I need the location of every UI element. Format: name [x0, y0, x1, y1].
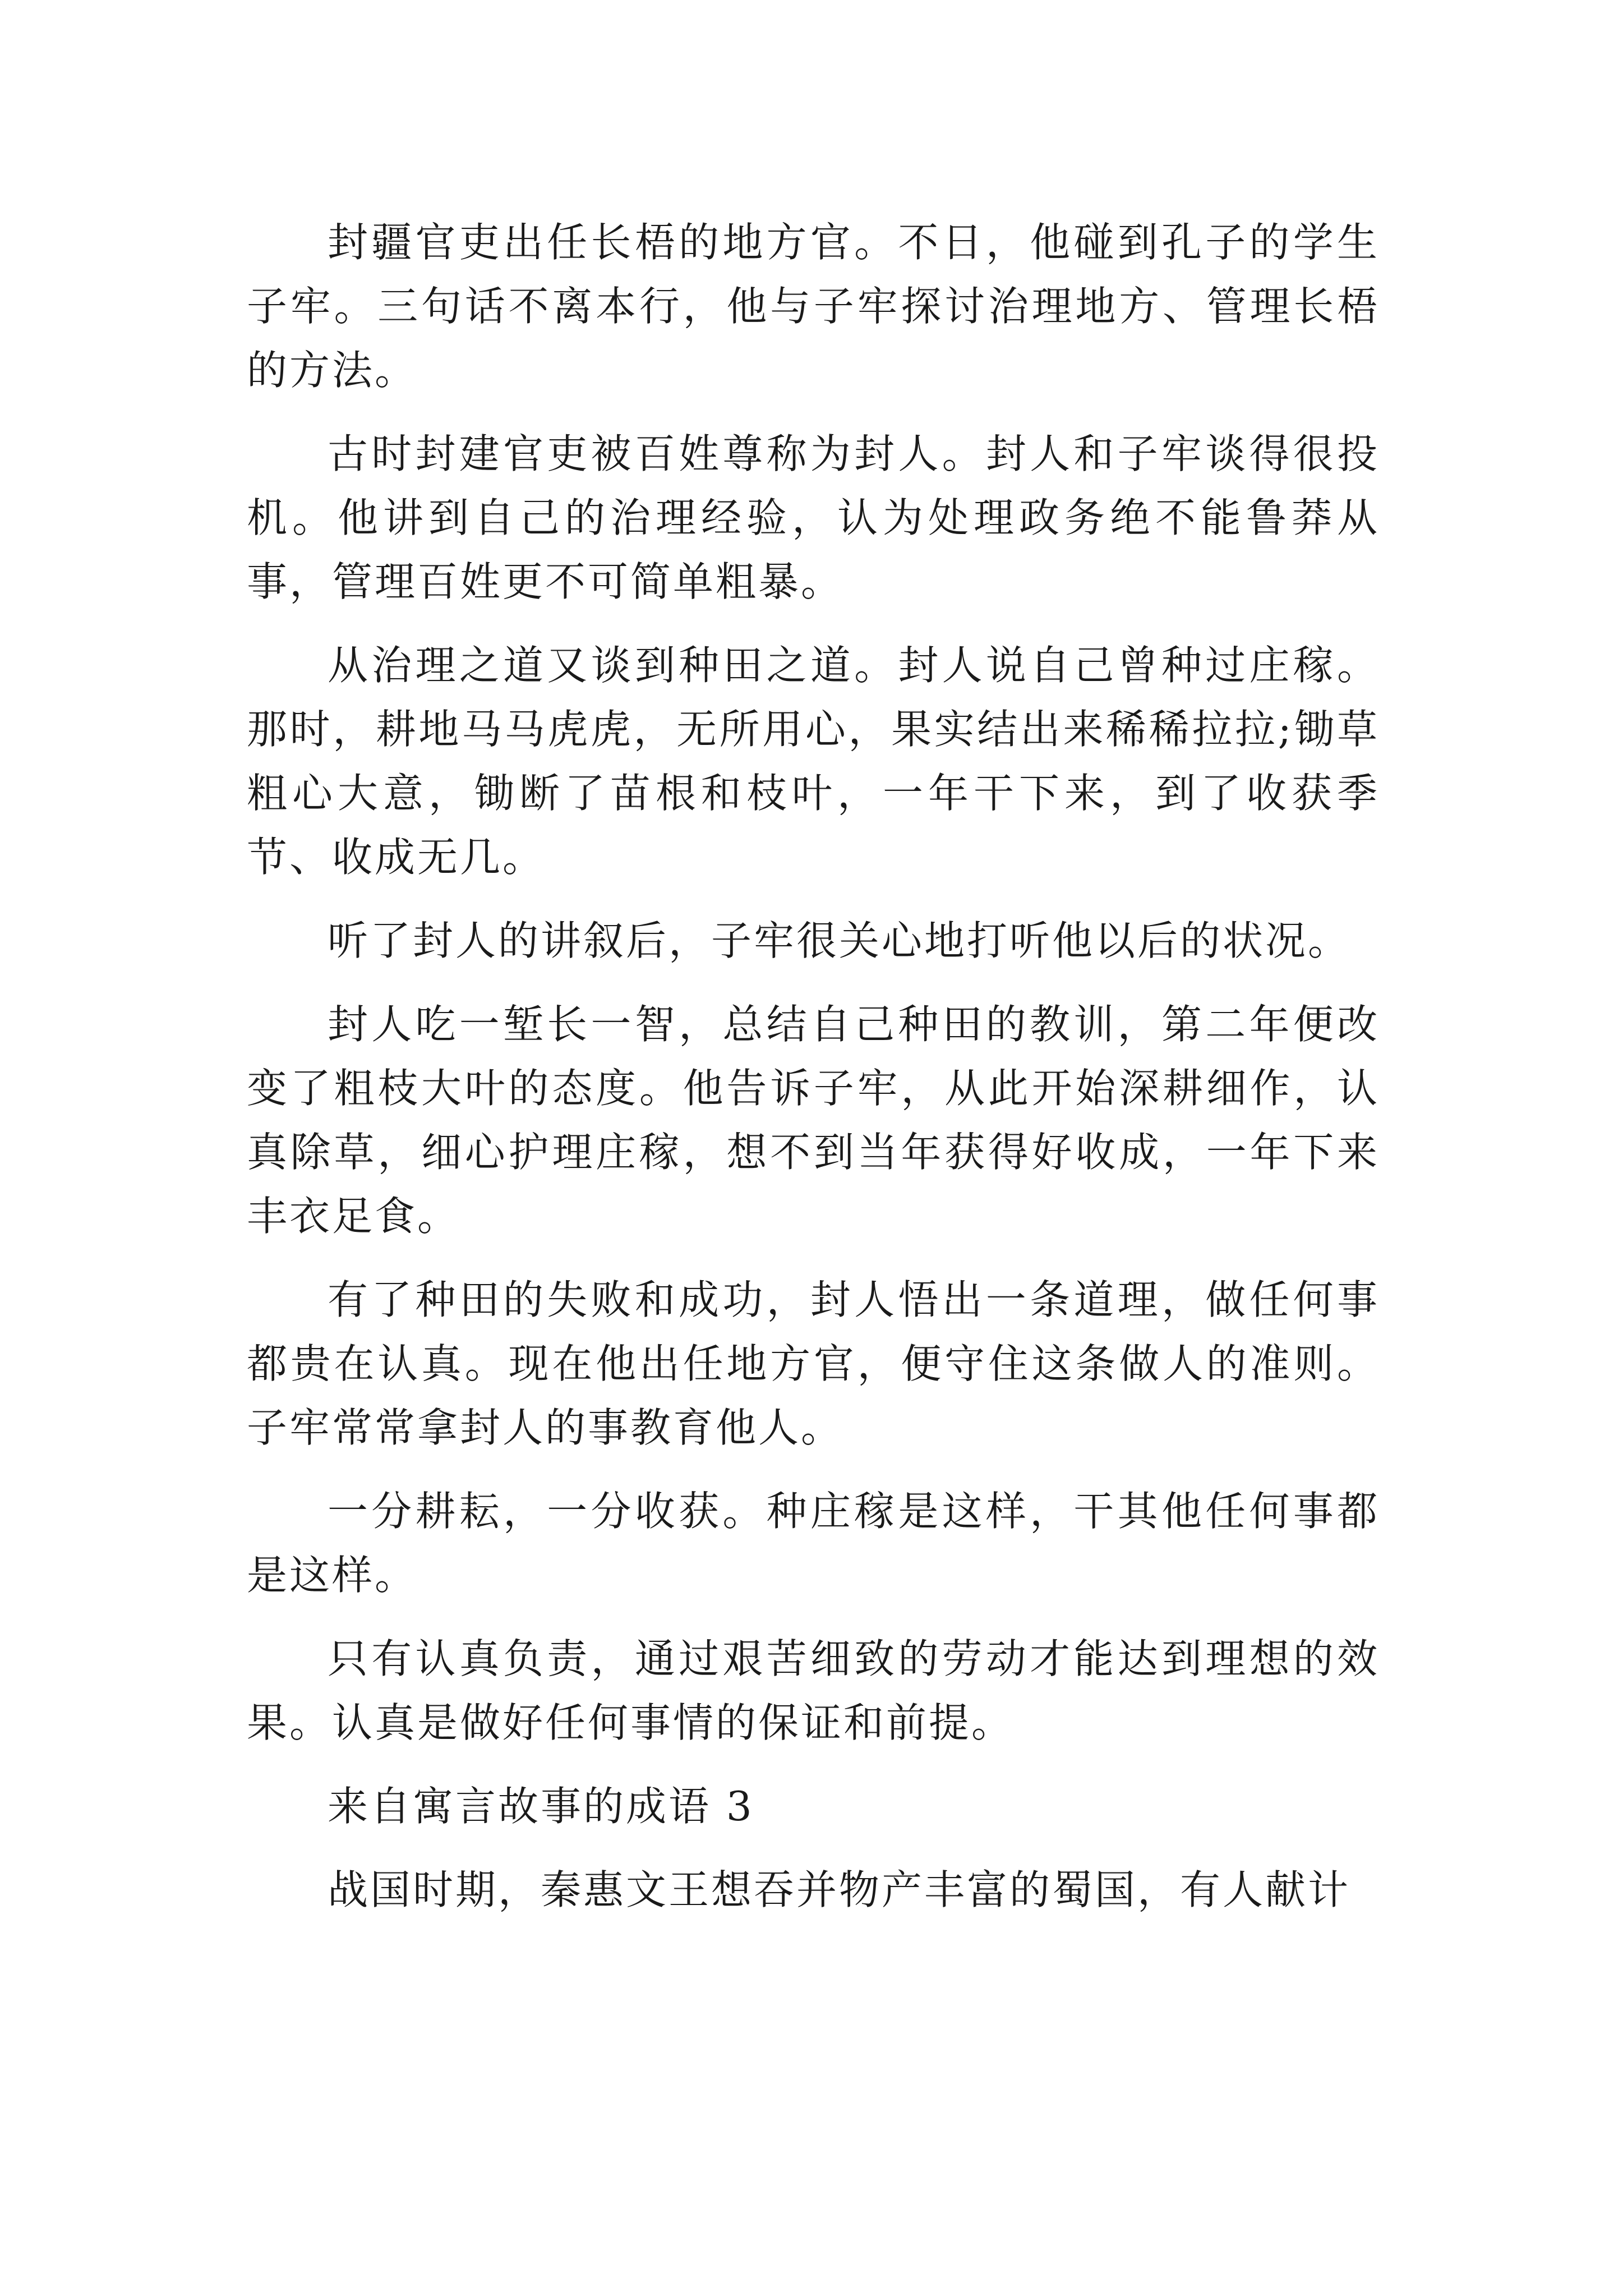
paragraph-8: 只有认真负责，通过艰苦细致的劳动才能达到理想的效果。认真是做好任何事情的保证和前提。: [247, 1635, 1380, 1746]
paragraph-6: 有了种田的失败和成功，封人悟出一条道理，做任何事都贵在认真。现在他出任地方官，便守住这条做人的准则。子牢常常拿封人的事教育他人。: [247, 1276, 1380, 1451]
paragraph-7: 一分耕耘，一分收获。种庄稼是这样，干其他任何事都是这样。: [247, 1488, 1380, 1599]
paragraph-9: 战国时期，秦惠文王想吞并物产丰富的蜀国，有人献计: [328, 1866, 1351, 1913]
paragraph-3: 从治理之道又谈到种田之道。封人说自己曾种过庄稼。那时，耕地马马虎虎，无所用心，果实结出来稀稀拉拉;锄草粗心大意，锄断了苗根和枝叶，一年干下来，到了收获季节、收成无几。: [247, 642, 1380, 881]
paragraph-5: 封人吃一堑长一智，总结自己种田的教训，第二年便改变了粗枝大叶的态度。他告诉子牢，从此开始深耕细作，认真除草，细心护理庄稼，想不到当年获得好收成，一年下来丰衣足食。: [247, 1001, 1380, 1240]
paragraph-4: 听了封人的讲叙后，子牢很关心地打听他以后的状况。: [328, 917, 1351, 964]
section-heading: 来自寓言故事的成语 3: [328, 1783, 754, 1830]
paragraph-2: 古时封建官吏被百姓尊称为封人。封人和子牢谈得很投机。他讲到自己的治理经验，认为处理政务绝不能鲁莽从事，管理百姓更不可简单粗暴。: [247, 430, 1380, 605]
paragraph-1: 封疆官吏出任长梧的地方官。不日，他碰到孔子的学生子牢。三句话不离本行，他与子牢探讨治理地方、管理长梧的方法。: [247, 219, 1380, 394]
document-body: [247, 210, 1380, 1941]
